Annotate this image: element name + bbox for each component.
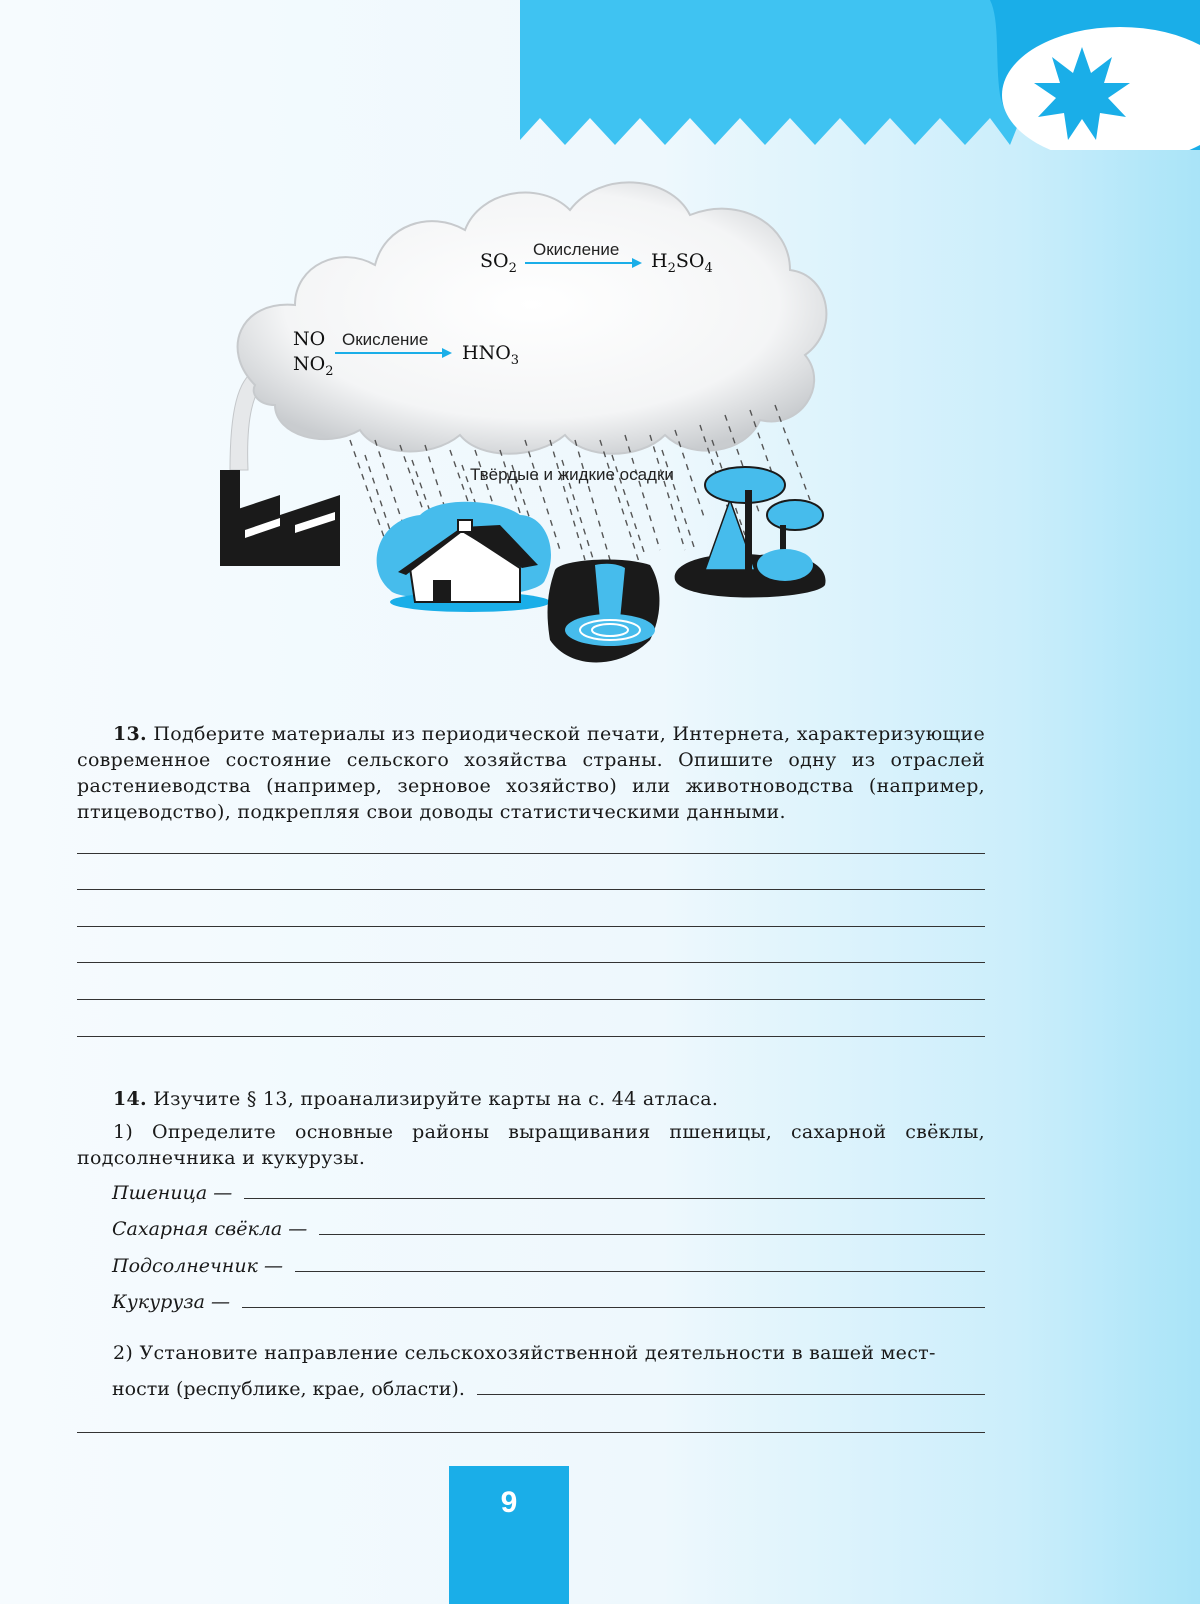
crop-label-sugar-beet: Сахарная свёкла —: [112, 1218, 308, 1240]
page-number: 9: [449, 1466, 569, 1604]
trees-icon: [675, 467, 826, 598]
answer-line-14-2-1[interactable]: [477, 1376, 985, 1395]
task-14-q1: 1) Определите основные районы выращивания пшеницы, сахарной свёклы, подсолнечника и кукурузы.: [77, 1121, 985, 1169]
formula-no: NO: [293, 328, 326, 350]
formula-no2: $NO_2$: [293, 353, 334, 379]
formula-so2: $SO_2$: [480, 250, 517, 276]
crop-line-sunflower: [112, 1253, 985, 1277]
answer-line-sugar-beet[interactable]: [319, 1216, 985, 1235]
cloud: [238, 182, 827, 453]
answer-line-13-1[interactable]: [77, 853, 985, 854]
answer-line-13-2[interactable]: [77, 889, 985, 890]
oxidation-label-1: Окисление: [533, 240, 620, 259]
formula-hno3: $HNO_3$: [462, 342, 520, 368]
task-14-intro: [77, 1086, 985, 1112]
task-13: [77, 721, 985, 825]
crop-label-sunflower: Подсолнечник —: [112, 1255, 283, 1277]
answer-line-corn[interactable]: [242, 1289, 985, 1308]
task-14-q2-line2: [112, 1376, 985, 1400]
task-14-q2-line1: 2) Установите направление сельскохозяйственной деятельности в вашей мест-: [113, 1342, 936, 1364]
answer-line-14-2-2[interactable]: [77, 1432, 985, 1433]
answer-line-wheat[interactable]: [244, 1180, 985, 1199]
task-14-number: 14.: [113, 1088, 147, 1110]
header-band: [520, 0, 1200, 150]
task-13-number: 13.: [113, 723, 147, 745]
answer-line-13-5[interactable]: [77, 999, 985, 1000]
precipitation-label: Твёрдые и жидкие осадки: [470, 465, 674, 484]
crop-line-wheat: [112, 1180, 985, 1204]
waterfall-icon: [548, 560, 660, 663]
answer-line-13-4[interactable]: [77, 962, 985, 963]
answer-line-sunflower[interactable]: [295, 1253, 985, 1272]
formula-h2so4: $H_2SO_4$: [651, 250, 713, 276]
crop-label-corn: Кукуруза —: [112, 1291, 231, 1313]
task-14-intro-text: Изучите § 13, проанализируйте карты на с. 44 атласа.: [153, 1088, 719, 1110]
crop-label-wheat: Пшеница —: [112, 1182, 233, 1204]
house-icon: [377, 502, 551, 612]
crop-line-corn: [112, 1289, 985, 1313]
task-14-q2-text: ности (республике, крае, области).: [112, 1378, 465, 1400]
task-13-text: Подберите материалы из периодической печати, Интернета, характеризующие современное состояние сельского хозяйства страны. Опишите одну из отраслей растениеводства (например, зерновое хозяйство) или животноводства (например, птицеводство), подкрепляя свои доводы статистическими данными.: [77, 723, 986, 823]
acid-rain-figure: [200, 170, 860, 690]
crop-line-sugar-beet: [112, 1216, 985, 1240]
answer-line-13-6[interactable]: [77, 1036, 985, 1037]
answer-line-13-3[interactable]: [77, 926, 985, 927]
oxidation-label-2: Окисление: [342, 330, 429, 349]
